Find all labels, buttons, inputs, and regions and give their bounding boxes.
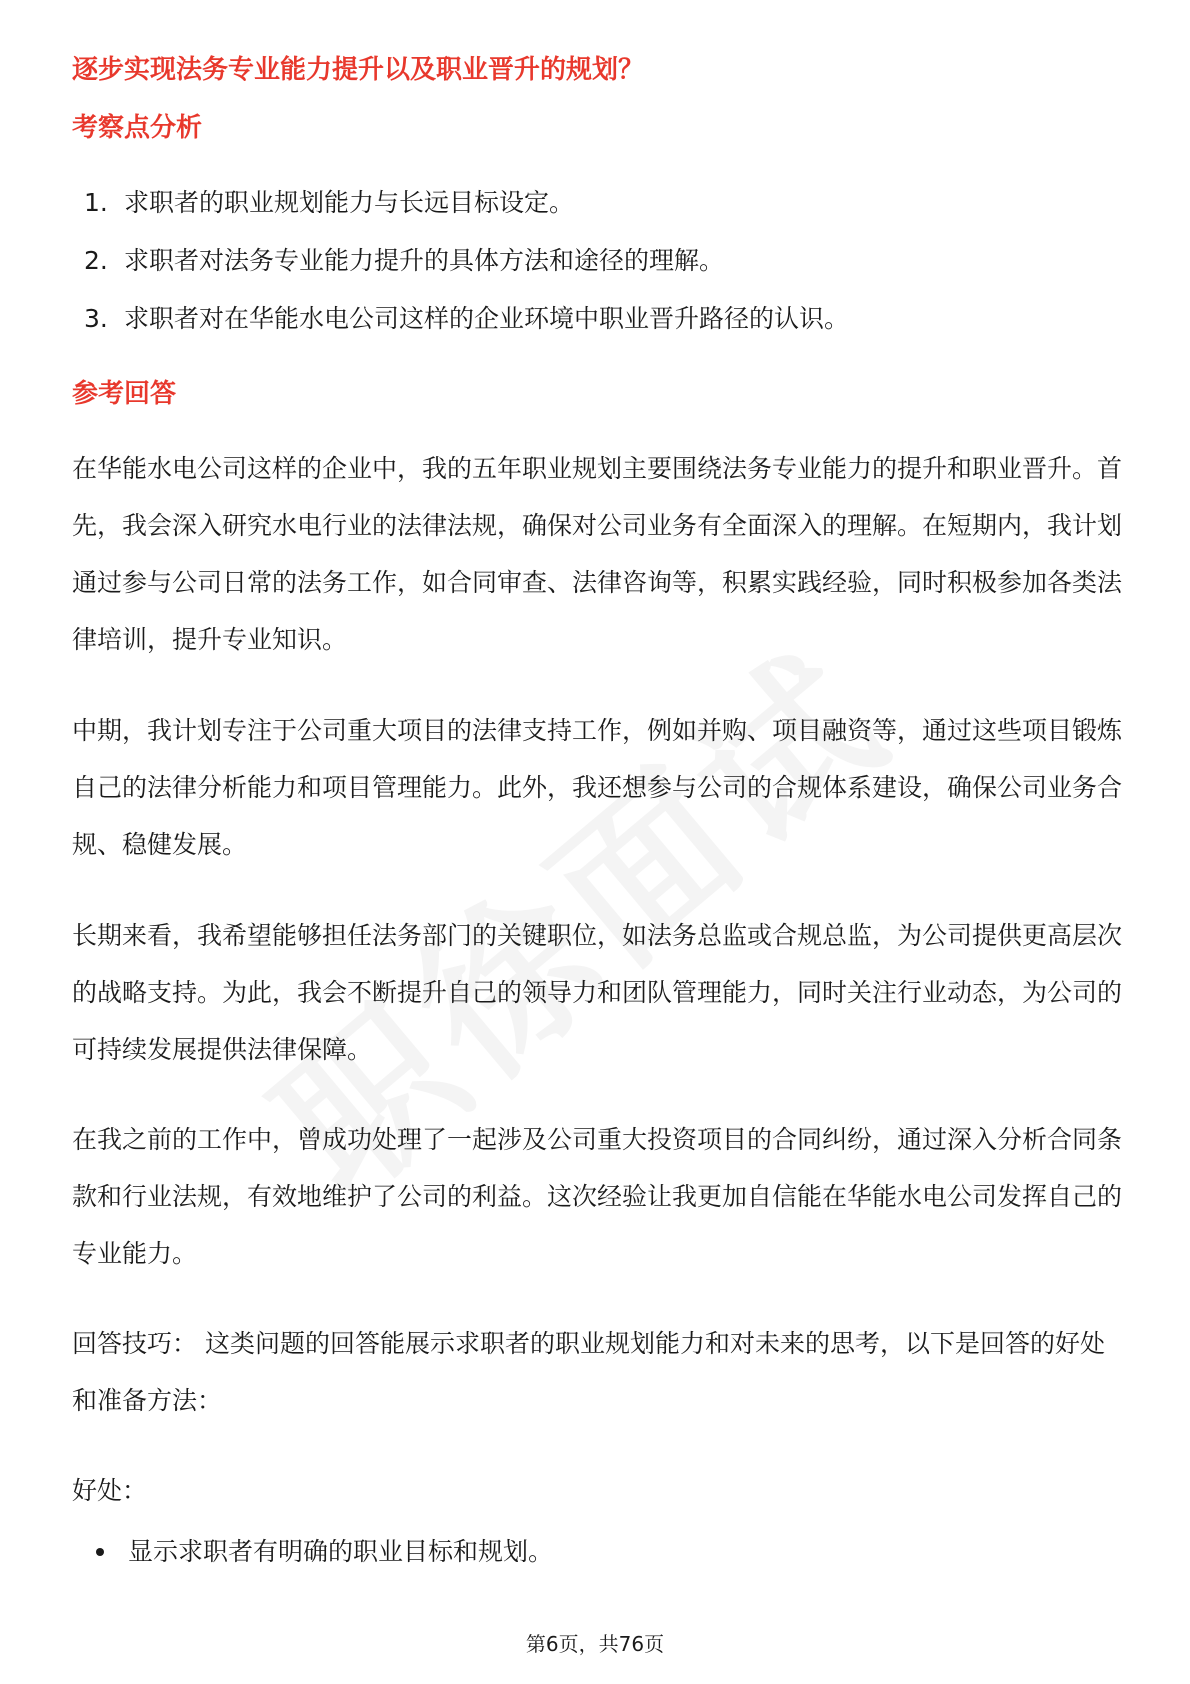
question-title: 逐步实现法务专业能力提升以及职业晋升的规划？: [72, 55, 645, 85]
list-text: 求职者对法务专业能力提升的具体方法和途径的理解。: [124, 246, 725, 275]
list-text: 显示求职者有明确的职业目标和规划。: [128, 1537, 554, 1566]
tips-paragraph: 回答技巧： 这类问题的回答能展示求职者的职业规划能力和对未来的思考，以下是回答的好处和准备方法：: [72, 1329, 1105, 1415]
list-item: [84, 184, 849, 242]
list-number: 3.: [84, 304, 108, 333]
list-item: [96, 1532, 553, 1572]
list-item: [84, 242, 849, 300]
answer-paragraph-1: 在华能水电公司这样的企业中，我的五年职业规划主要围绕法务专业能力的提升和职业晋升。首先，我会深入研究水电行业的法律法规，确保对公司业务有全面深入的理解。在短期内，我计划通过参与公司日常的法务工作，如合同审查、法律咨询等，积累实践经验，同时积极参加各类法律培训，提升专业知识。: [72, 454, 1123, 654]
answer-paragraph-4: 在我之前的工作中，曾成功处理了一起涉及公司重大投资项目的合同纠纷，通过深入分析合同条款和行业法规，有效地维护了公司的利益。这次经验让我更加自信能在华能水电公司发挥自己的专业能力。: [72, 1125, 1123, 1268]
answer-paragraph-3: 长期来看，我希望能够担任法务部门的关键职位，如法务总监或合规总监，为公司提供更高层次的战略支持。为此，我会不断提升自己的领导力和团队管理能力，同时关注行业动态，为公司的可持续发展提供法律保障。: [72, 921, 1123, 1064]
answer-paragraph-2: 中期，我计划专注于公司重大项目的法律支持工作，例如并购、项目融资等，通过这些项目锻炼自己的法律分析能力和项目管理能力。此外，我还想参与公司的合规体系建设，确保公司业务合规、稳健发展。: [72, 716, 1123, 859]
bullet-icon: [96, 1548, 104, 1556]
analysis-list: [84, 184, 849, 358]
list-item: [84, 300, 849, 358]
list-text: 求职者的职业规划能力与长远目标设定。: [124, 188, 575, 217]
benefits-label: 好处：: [72, 1476, 148, 1505]
list-number: 1.: [84, 188, 108, 217]
answer-heading: 参考回答: [72, 379, 177, 409]
page-footer: 第6页，共76页: [525, 1632, 665, 1656]
list-text: 求职者对在华能水电公司这样的企业环境中职业晋升路径的认识。: [124, 304, 850, 333]
analysis-heading: 考察点分析: [72, 113, 203, 143]
benefits-list: [96, 1532, 553, 1572]
list-number: 2.: [84, 246, 108, 275]
